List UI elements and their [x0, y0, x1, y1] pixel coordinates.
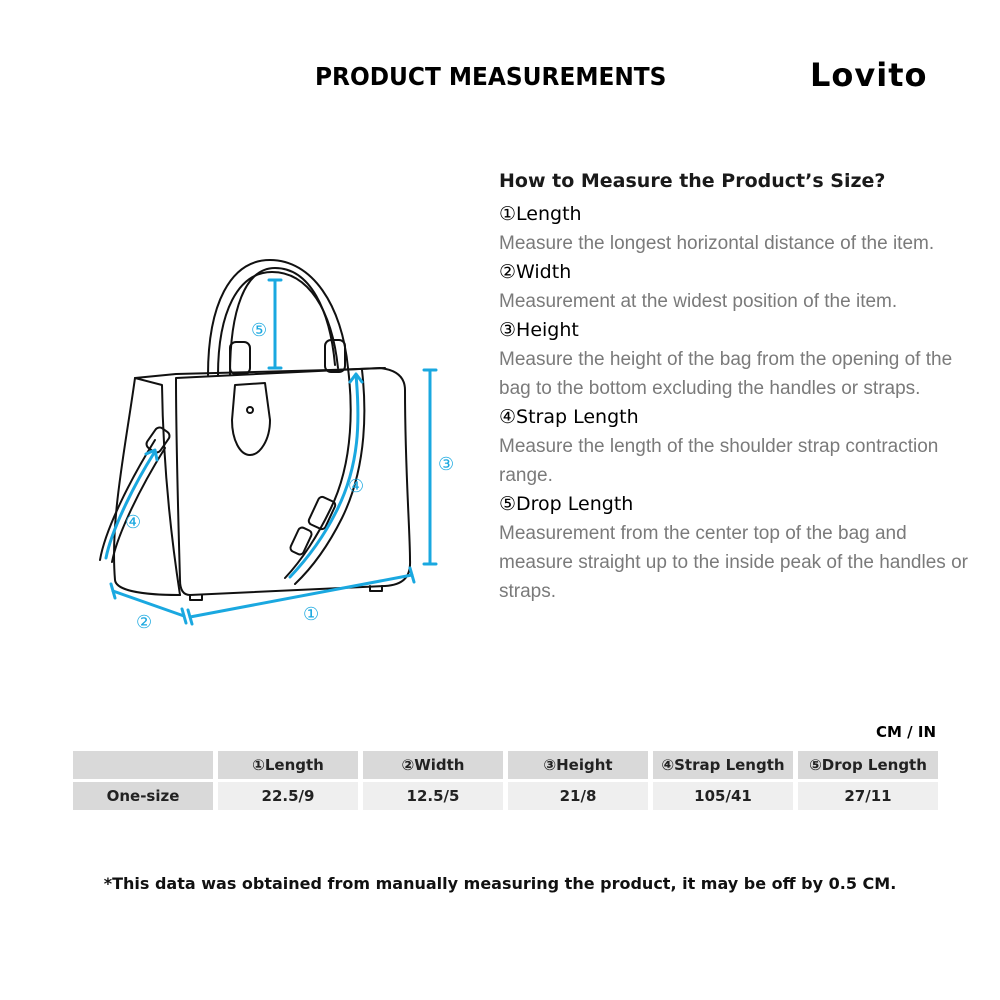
page-title: PRODUCT MEASUREMENTS: [315, 62, 667, 91]
marker-strap-length-left: ④: [125, 512, 142, 533]
brand-logo: Lovito: [810, 56, 928, 94]
table-header-row: [73, 751, 938, 779]
guide-item-desc: Measure the height of the bag from the opening of the bag to the bottom excluding the handles or straps.: [499, 349, 953, 399]
table-cell: 27/11: [798, 782, 938, 810]
guide-item-title: ④Strap Length: [499, 406, 639, 428]
marker-height: ③: [438, 454, 455, 475]
table-header-cell: ①Length: [218, 751, 358, 779]
guide-item-strap-length: [499, 403, 969, 490]
guide-heading: How to Measure the Product’s Size?: [499, 170, 886, 192]
table-header-cell: ②Width: [363, 751, 503, 779]
table-cell: 21/8: [508, 782, 648, 810]
guide-item-title: ②Width: [499, 261, 572, 283]
footnote: *This data was obtained from manually measuring the product, it may be off by 0.5 CM.: [103, 874, 897, 893]
marker-width: ②: [136, 612, 153, 633]
table-header-cell: ⑤Drop Length: [798, 751, 938, 779]
marker-drop-length: ⑤: [251, 320, 268, 341]
guide-item-desc: Measure the length of the shoulder strap contraction range.: [499, 436, 939, 486]
table-cell: 105/41: [653, 782, 793, 810]
table-cell: 12.5/5: [363, 782, 503, 810]
guide-item-desc: Measurement from the center top of the bag and measure straight up to the inside peak of the handles or straps.: [499, 523, 968, 602]
guide-item-length: [499, 200, 969, 258]
table-row: [73, 782, 938, 810]
guide-item-title: ③Height: [499, 319, 579, 341]
marker-strap-length-right: ④: [348, 476, 365, 497]
guide-item-title: ⑤Drop Length: [499, 493, 634, 515]
guide-item-desc: Measurement at the widest position of the item.: [499, 291, 898, 312]
back-handle: [230, 268, 335, 375]
bag-illustration: [80, 250, 480, 650]
measurement-guide: [499, 168, 969, 606]
guide-item-title: ①Length: [499, 203, 582, 225]
guide-item-width: [499, 258, 969, 316]
table-cell: 22.5/9: [218, 782, 358, 810]
size-table: [68, 748, 943, 813]
guide-item-desc: Measure the longest horizontal distance of the item.: [499, 233, 935, 254]
length-line: [190, 575, 412, 617]
guide-item-drop-length: [499, 490, 969, 606]
front-panel: [176, 368, 410, 595]
table-header-cell: ④Strap Length: [653, 751, 793, 779]
table-header-cell: ③Height: [508, 751, 648, 779]
marker-length: ①: [303, 604, 320, 625]
table-header-cell: [73, 751, 213, 779]
units-label: CM / IN: [876, 723, 936, 741]
table-cell-size: One-size: [73, 782, 213, 810]
guide-item-height: [499, 316, 969, 403]
